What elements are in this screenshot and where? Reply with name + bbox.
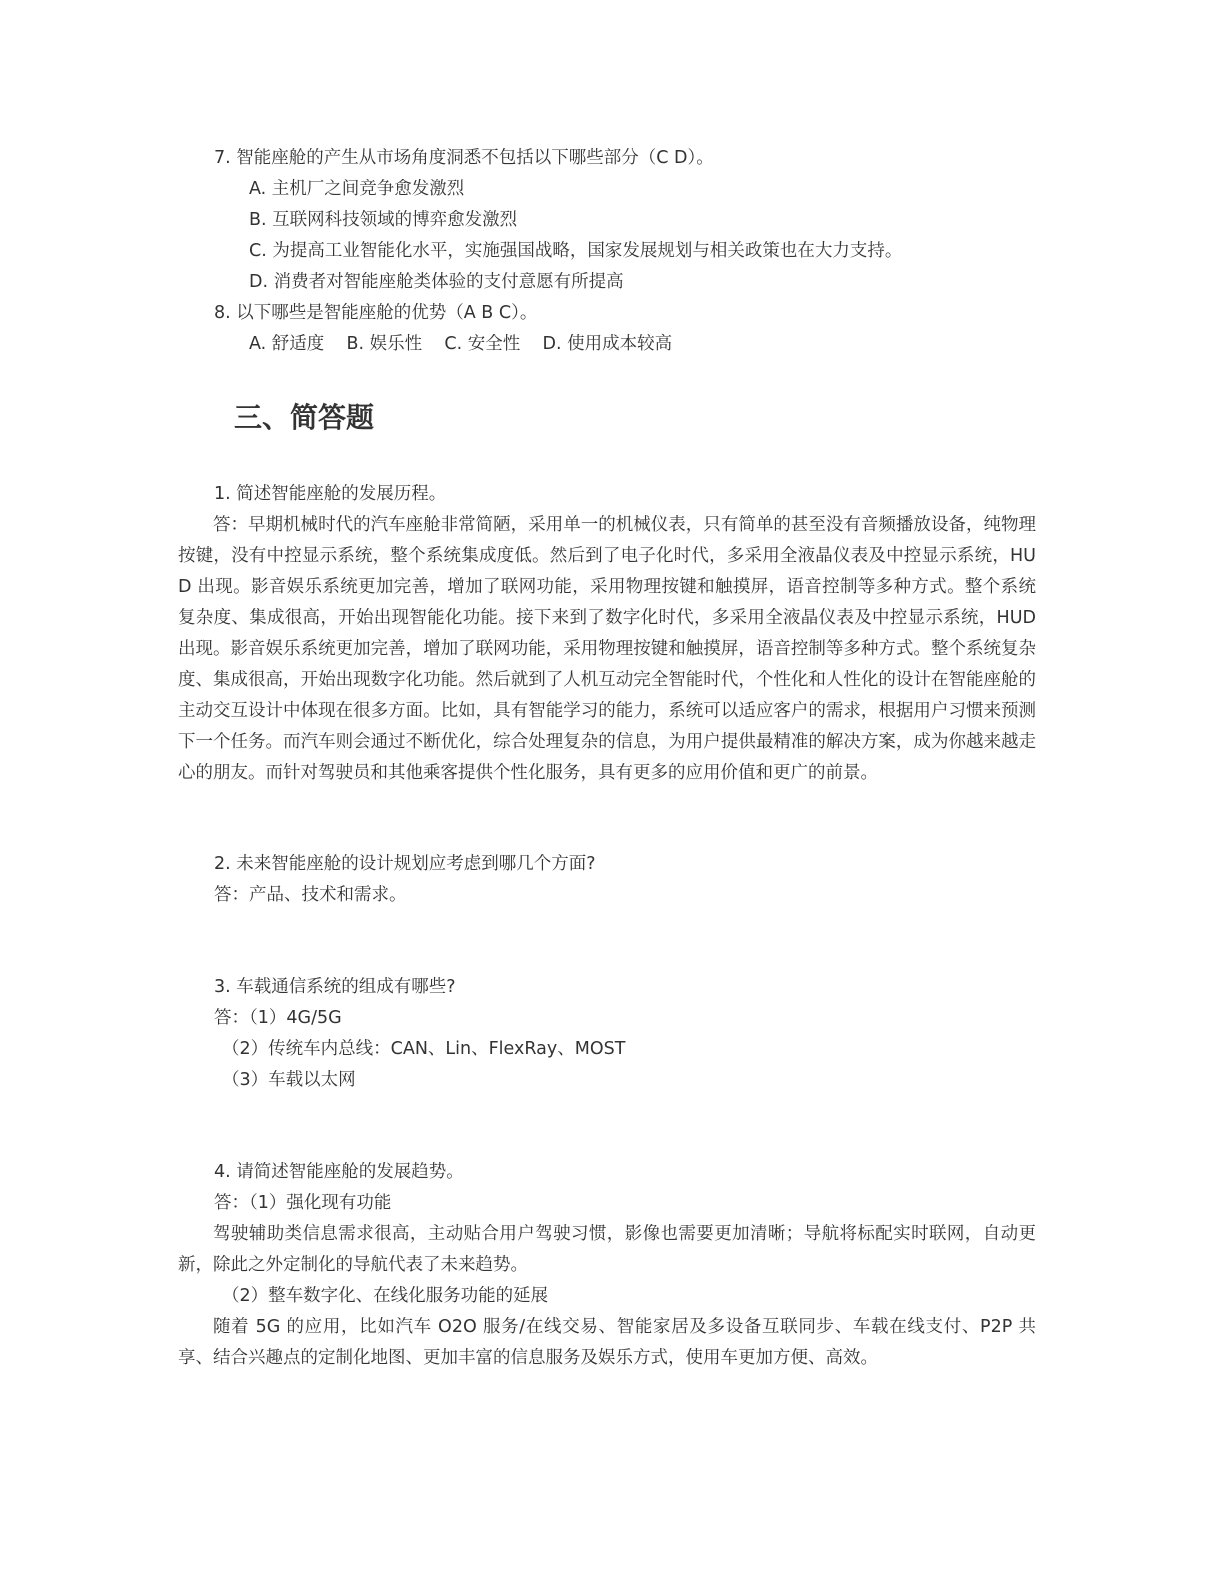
short-answer-4-answer-line-1: 答：（1）强化现有功能 [214,1193,392,1213]
short-answer-3-answer-line-3: （3）车载以太网 [222,1070,356,1090]
short-answer-4-subheading-2: （2）整车数字化、在线化服务功能的延展 [222,1286,549,1306]
question-7-option-d: D. 消费者对智能座舱类体验的支付意愿有所提高 [249,272,624,292]
short-answer-3-answer-line-2: （2）传统车内总线：CAN、Lin、FlexRay、MOST [222,1039,626,1059]
question-7-stem: 7. 智能座舱的产生从市场角度洞悉不包括以下哪些部分（C D）。 [214,148,714,168]
short-answer-2-answer: 答：产品、技术和需求。 [214,885,407,905]
question-8-options: A. 舒适度 B. 娱乐性 C. 安全性 D. 使用成本较高 [249,334,673,354]
section-heading: 三、简答题 [234,401,375,434]
question-7-option-c: C. 为提高工业智能化水平，实施强国战略，国家发展规划与相关政策也在大力支持。 [249,241,903,261]
short-answer-3-question: 3. 车载通信系统的组成有哪些? [214,977,456,997]
short-answer-2-question: 2. 未来智能座舱的设计规划应考虑到哪几个方面? [214,854,596,874]
short-answer-4-paragraph-2: 随着 5G 的应用，比如汽车 O2O 服务/在线交易、智能家居及多设备互联同步、车载在线支付、P2P 共享、结合兴趣点的定制化地图、更加丰富的信息服务及娱乐方式，使用车更加方便、高效。 [178,1317,1036,1368]
short-answer-3-answer-line-1: 答：（1）4G/5G [214,1008,342,1028]
question-8-stem: 8. 以下哪些是智能座舱的优势（A B C）。 [214,303,538,323]
short-answer-1-answer: 答：早期机械时代的汽车座舱非常简陋，采用单一的机械仪表，只有简单的甚至没有音频播放设备，纯物理按键，没有中控显示系统，整个系统集成度低。然后到了电子化时代，多采用全液晶仪表及中控显示系统，HUD 出现。影音娱乐系统更加完善，增加了联网功能，采用物理按键和触摸屏，语音控制等多种方式。整个系统复杂度、集成很高，开始出现智能化功能。接下来到了数字化时代，多采用全液晶仪表及中控显示系统，HUD 出现。影音娱乐系统更加完善，增加了联网功能，采用物理按键和触摸屏，语音控制等多种方式。整个系统复杂度、集成很高，开始出现数字化功能。然后就到了人机互动完全智能时代，个性化和人性化的设计在智能座舱的主动交互设计中体现在很多方面。比如，具有智能学习的能力，系统可以适应客户的需求，根据用户习惯来预测下一个任务。而汽车则会通过不断优化，综合处理复杂的信息，为用户提供最精准的解决方案，成为你越来越走心的朋友。而针对驾驶员和其他乘客提供个性化服务，具有更多的应用价值和更广的前景。 [178,515,1036,783]
short-answer-4-question: 4. 请简述智能座舱的发展趋势。 [214,1162,464,1182]
question-7-option-b: B. 互联网科技领域的博弈愈发激烈 [249,210,518,230]
short-answer-4-paragraph-1: 驾驶辅助类信息需求很高，主动贴合用户驾驶习惯，影像也需要更加清晰；导航将标配实时联网，自动更新，除此之外定制化的导航代表了未来趋势。 [178,1224,1036,1275]
question-7-option-a: A. 主机厂之间竞争愈发激烈 [249,179,465,199]
short-answer-1-question: 1. 简述智能座舱的发展历程。 [214,484,447,504]
